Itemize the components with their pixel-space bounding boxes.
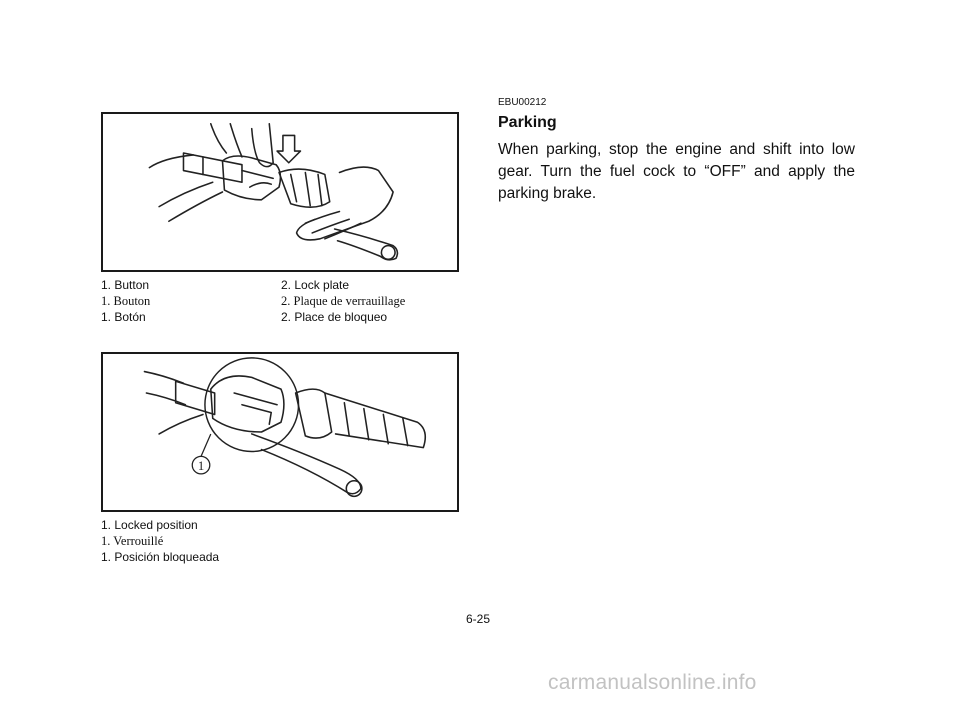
section-body: When parking, stop the engine and shift into low gear. Turn the fuel cock to “OFF” and apply the parking brake. — [498, 141, 855, 202]
section-title: Parking — [498, 114, 557, 131]
watermark: carmanualsonline.info — [548, 671, 757, 694]
caption2-en: 1. Locked position — [101, 518, 198, 532]
caption-es-1: 1. Botón — [101, 310, 146, 324]
caption-fr-1: 1. Bouton — [101, 294, 151, 308]
section-code: EBU00212 — [498, 97, 547, 108]
caption2-es: 1. Posición bloqueada — [101, 550, 220, 564]
handlebar-press-drawing — [103, 114, 457, 270]
page-number: 6-25 — [466, 612, 491, 626]
illustration-parking-brake-press — [101, 112, 459, 272]
handlebar-locked-drawing — [103, 354, 457, 510]
caption-fr-2: 2. Plaque de verrauillage — [281, 294, 406, 308]
caption-es-2: 2. Place de bloqueo — [281, 310, 388, 324]
caption-en-2: 2. Lock plate — [281, 278, 350, 292]
caption-en-1: 1. Button — [101, 278, 150, 292]
callout-number: 1 — [197, 459, 205, 474]
illustration-locked-position — [101, 352, 459, 512]
caption2-fr: 1. Verrouillé — [101, 534, 164, 548]
